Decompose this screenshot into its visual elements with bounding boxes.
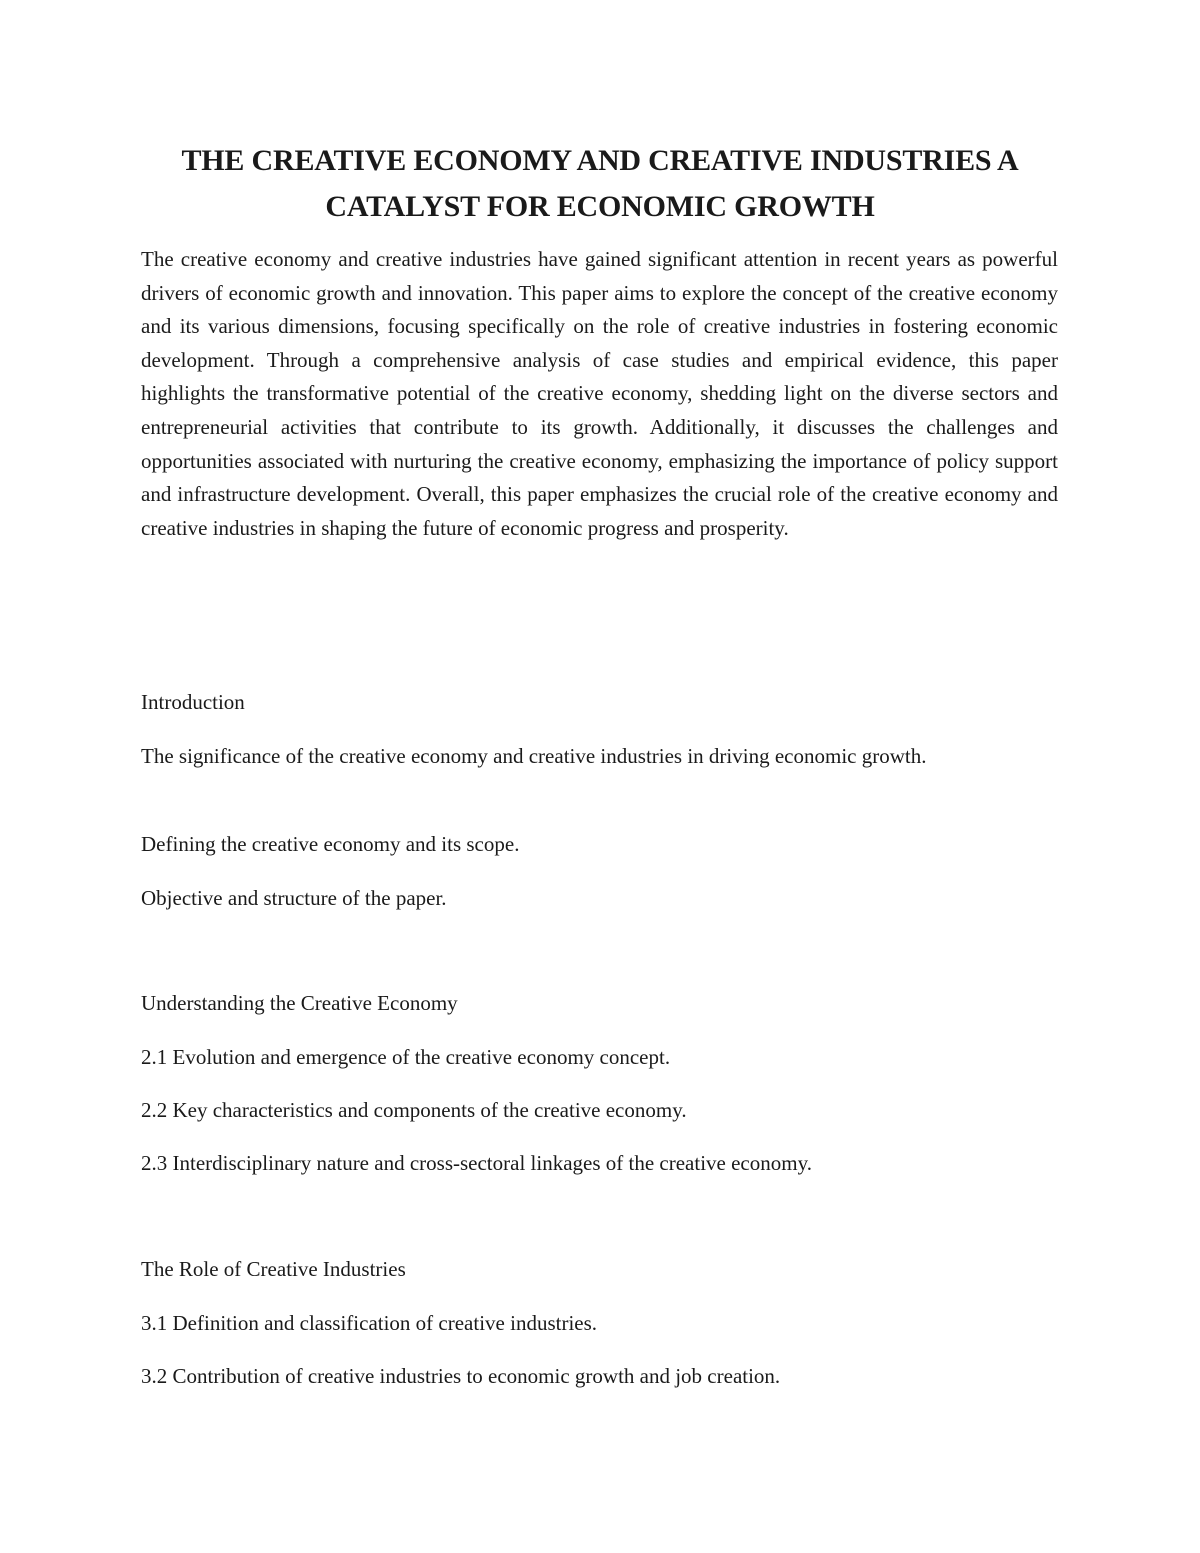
section-heading-creative-economy: Understanding the Creative Economy	[141, 991, 458, 1015]
intro-item: The significance of the creative economy and creative industries in driving economic growth.	[141, 744, 927, 768]
document-title: THE CREATIVE ECONOMY AND CREATIVE INDUSTRIES A CATALYST FOR ECONOMIC GROWTH	[181, 144, 1019, 223]
section-heading-introduction: Introduction	[141, 690, 245, 714]
intro-item: Objective and structure of the paper.	[141, 886, 447, 910]
intro-item: Defining the creative economy and its scope.	[141, 832, 520, 856]
section2-item: 2.3 Interdisciplinary nature and cross-sectoral linkages of the creative economy.	[141, 1151, 812, 1175]
abstract-paragraph: The creative economy and creative industries have gained significant attention in recent years as powerful drivers of economic growth and innovation. This paper aims to explore the concept of the creative economy and its various dimensions, focusing specifically on the role of creative industries in fostering economic development. Through a comprehensive analysis of case studies and empirical evidence, this paper highlights the transformative potential of the creative economy, shedding light on the diverse sectors and entrepreneurial activities that contribute to its growth. Additionally, it discusses the challenges and opportunities associated with nurturing the creative economy, emphasizing the importance of policy support and infrastructure development. Overall, this paper emphasizes the crucial role of the creative economy and creative industries in shaping the future of economic progress and prosperity.	[141, 247, 1058, 540]
section3-item: 3.1 Definition and classification of creative industries.	[141, 1311, 598, 1335]
section2-item: 2.1 Evolution and emergence of the creative economy concept.	[141, 1045, 671, 1069]
section2-item: 2.2 Key characteristics and components of the creative economy.	[141, 1098, 687, 1122]
section3-item: 3.2 Contribution of creative industries to economic growth and job creation.	[141, 1364, 781, 1388]
section-heading-creative-industries: The Role of Creative Industries	[141, 1257, 406, 1281]
